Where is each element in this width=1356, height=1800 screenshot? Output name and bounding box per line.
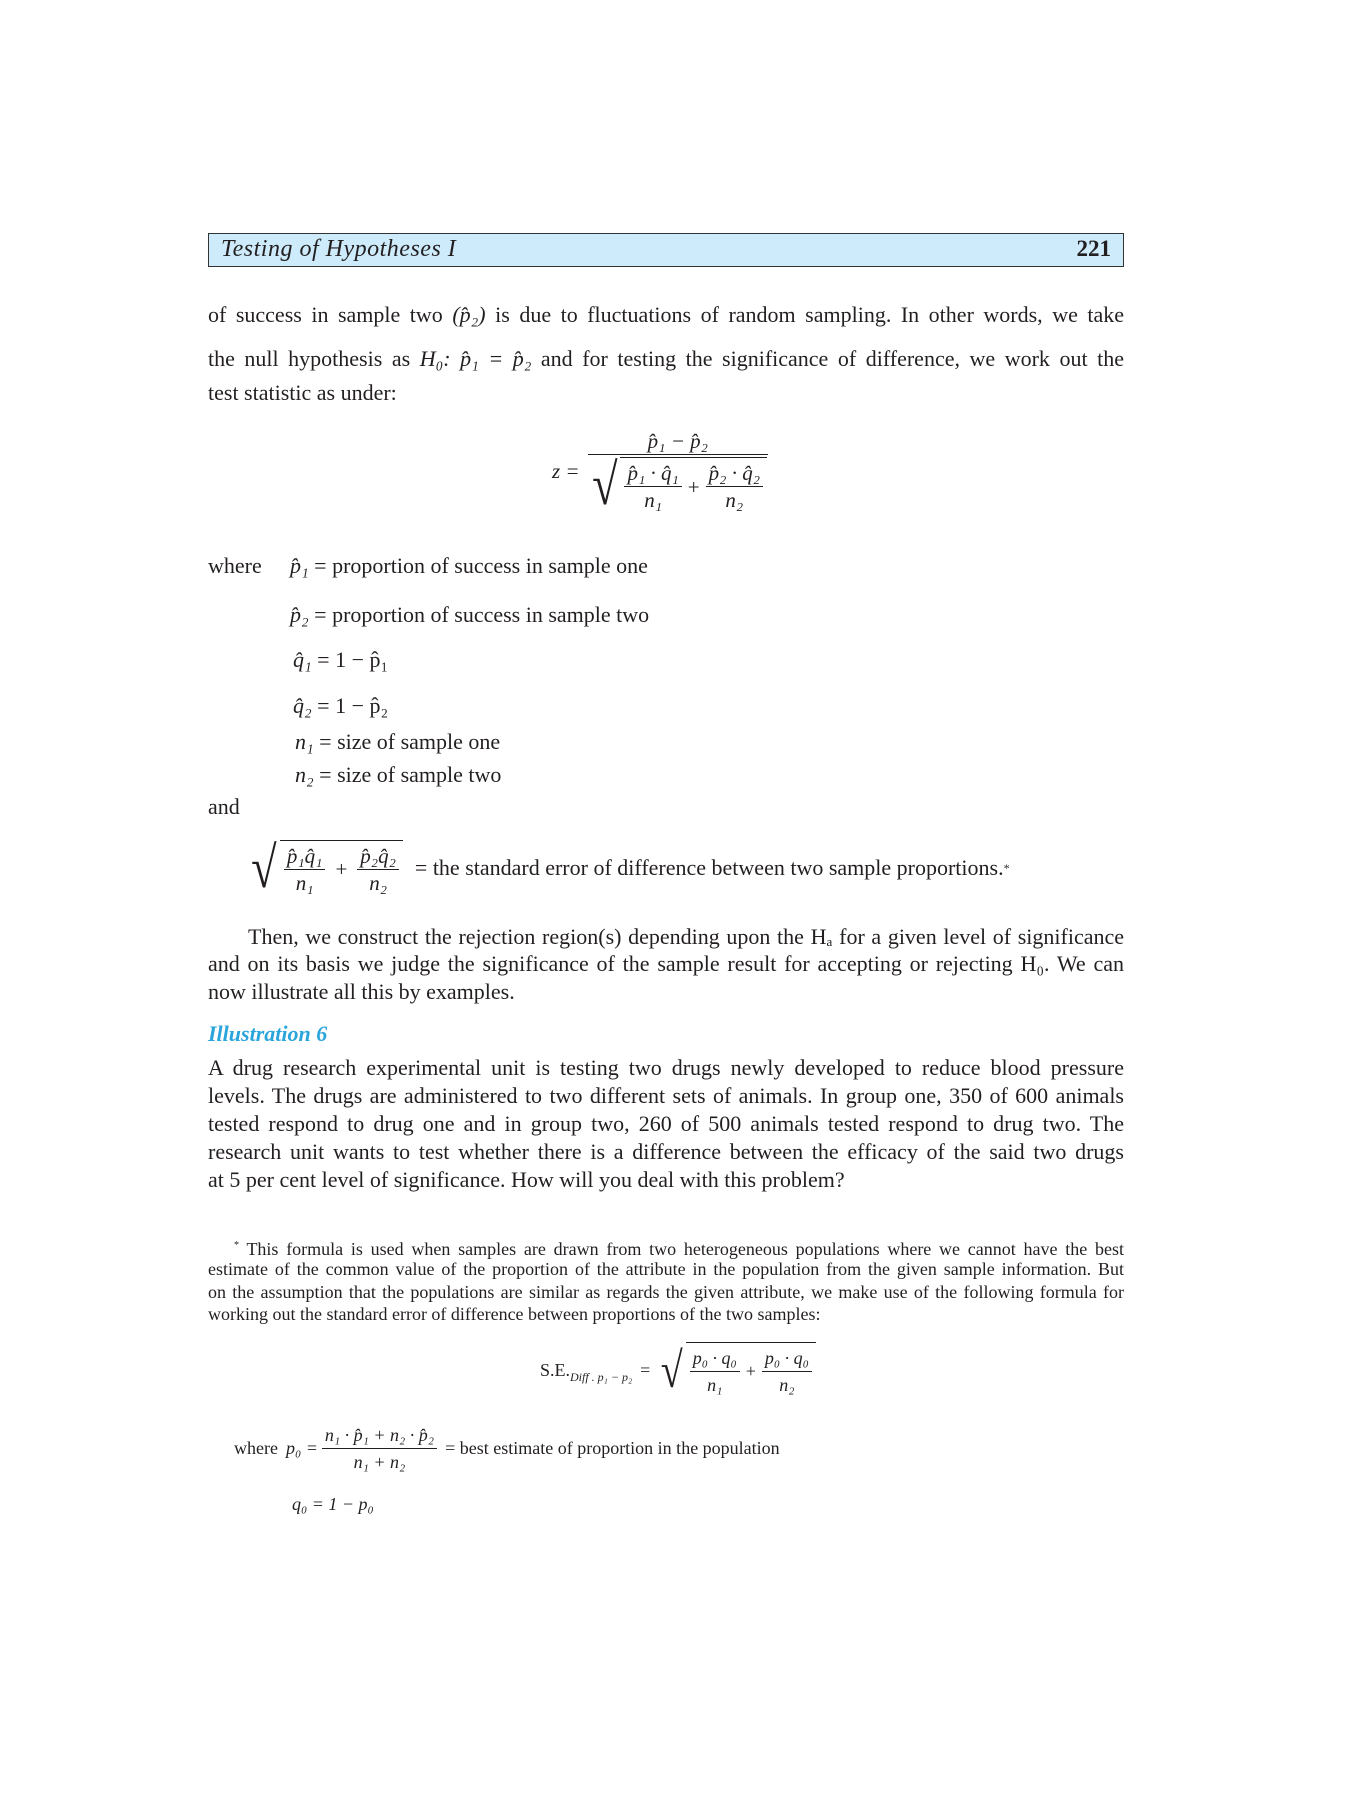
text: of success in sample two xyxy=(208,302,443,327)
chapter-title: Testing of Hypotheses I xyxy=(221,236,457,262)
intro-line-3: test statistic as under: xyxy=(208,380,397,405)
z-lhs: z = xyxy=(552,459,580,483)
t1-den: n₁ xyxy=(295,871,314,895)
z-denominator xyxy=(586,452,770,517)
def-text: = size of sample two xyxy=(319,762,502,787)
sym: q̂₂ xyxy=(293,693,312,718)
se-subscript: Diff . p₁ − p₂ xyxy=(570,1369,633,1384)
plus: + xyxy=(687,474,700,499)
sqrt xyxy=(589,452,767,517)
term1 xyxy=(624,460,681,513)
z-fraction xyxy=(586,428,770,515)
t2-den: n₂ xyxy=(369,871,387,895)
then-line-1: Then, we construct the rejection region(s) depending upon the Hₐ for a given level of significance xyxy=(248,924,1124,949)
footnote-marker: * xyxy=(234,1240,239,1251)
p0-formula xyxy=(234,1422,780,1475)
illustration-heading: Illustration 6 xyxy=(208,1021,328,1046)
p0-lhs: p₀ = xyxy=(285,1438,318,1458)
t2-num: p̂₂q̂₂ xyxy=(357,843,399,870)
equals: = xyxy=(640,1359,651,1380)
problem-line: at 5 per cent level of significance. How will you deal with this problem? xyxy=(208,1167,845,1192)
z-formula xyxy=(552,428,770,515)
term2 xyxy=(357,843,399,896)
se-description: = the standard error of difference between two sample proportions. xyxy=(414,855,1004,880)
t2-num: p̂₂ · q̂₂ xyxy=(706,460,763,487)
footnote-marker: * xyxy=(1003,860,1010,875)
sqrt xyxy=(248,835,403,900)
t1-num: p̂₁q̂₁ xyxy=(284,843,326,870)
def-p2 xyxy=(290,602,649,628)
radical-icon: √ xyxy=(661,1342,683,1398)
def-q2 xyxy=(293,693,388,719)
plus: + xyxy=(745,1361,756,1381)
z-numerator: p̂₁ − p̂₂ xyxy=(588,428,768,455)
def-text: = proportion of success in sample two xyxy=(314,602,650,627)
problem-line: A drug research experimental unit is testing two drugs newly developed to reduce blood pressure xyxy=(208,1055,1124,1080)
text: is due to fluctuations of random sampling. In other words, we take xyxy=(495,302,1125,327)
then-line-3: now illustrate all this by examples. xyxy=(208,979,515,1004)
where-label: where xyxy=(234,1438,278,1458)
footnote-line: on the assumption that the populations are similar as regards the given attribute, we make use of the following formula for xyxy=(208,1282,1124,1302)
footnote-line: working out the standard error of difference between proportions of the two samples: xyxy=(208,1304,821,1324)
se-formula xyxy=(248,835,1010,900)
q0-formula: q₀ = 1 − p₀ xyxy=(292,1494,374,1514)
page-number: 221 xyxy=(1076,236,1111,261)
running-header xyxy=(208,233,1124,267)
problem-line: tested respond to drug one and in group two, 260 of 500 animals tested respond to drug two. The xyxy=(208,1111,1124,1136)
def-text: = proportion of success in sample one xyxy=(314,553,648,578)
plus: + xyxy=(335,857,348,881)
se-diff-formula xyxy=(540,1340,816,1400)
problem-line: research unit wants to test whether there is a difference between the efficacy of the said two drugs xyxy=(208,1139,1124,1164)
and-label: and xyxy=(208,794,240,819)
problem-line: levels. The drugs are administered to two different sets of animals. In group one, 350 of 600 animals xyxy=(208,1083,1124,1108)
def-text: = size of sample one xyxy=(319,729,501,754)
def-n1 xyxy=(295,729,500,755)
p0-fraction xyxy=(322,1422,437,1475)
t1-num: p₀ · q₀ xyxy=(690,1345,740,1372)
sym: n₂ xyxy=(295,762,314,787)
where-label: where xyxy=(208,553,262,578)
intro-line-2 xyxy=(208,346,1124,372)
def-p1 xyxy=(290,553,648,579)
sym: p̂₁ xyxy=(290,553,309,578)
def-text: = 1 − p̂₂ xyxy=(317,693,389,718)
then-line-2: and on its basis we judge the significance of the sample result for accepting or rejecting H₀. We can xyxy=(208,951,1124,976)
se-lhs: S.E. xyxy=(540,1359,571,1380)
intro-line-1 xyxy=(208,302,1124,328)
footnote-line: estimate of the common value of the proportion of the attribute in the population from the given sample information. But xyxy=(208,1259,1124,1279)
p0-description: = best estimate of proportion in the population xyxy=(445,1438,780,1458)
def-text: = 1 − p̂₁ xyxy=(317,647,389,672)
term2 xyxy=(762,1345,812,1398)
sym: q̂₁ xyxy=(293,647,312,672)
text: and for testing the significance of difference, we work out the xyxy=(540,346,1124,371)
def-q1 xyxy=(293,647,388,673)
math-p2hat: (p̂₂) xyxy=(452,302,486,327)
t1-den: n₁ xyxy=(707,1375,723,1395)
term1 xyxy=(284,843,326,896)
t1-den: n₁ xyxy=(644,488,663,512)
p0-den: n₁ + n₂ xyxy=(353,1452,406,1472)
text: This formula is used when samples are drawn from two heterogeneous populations where we cannot have the best xyxy=(246,1239,1124,1259)
term2 xyxy=(706,460,763,513)
sym: p̂₂ xyxy=(290,602,309,627)
t2-den: n₂ xyxy=(779,1375,795,1395)
math-null-hypothesis: H₀: p̂₁ = p̂₂ xyxy=(419,346,532,371)
sqrt xyxy=(658,1340,816,1400)
t1-num: p̂₁ · q̂₁ xyxy=(624,460,681,487)
footnote-line-1 xyxy=(234,1235,1124,1261)
term1 xyxy=(690,1345,740,1398)
text: the null hypothesis as xyxy=(208,346,411,371)
p0-num: n₁ · p̂₁ + n₂ · p̂₂ xyxy=(322,1422,437,1449)
sym: n₁ xyxy=(295,729,314,754)
radical-icon: √ xyxy=(591,452,618,517)
t2-den: n₂ xyxy=(725,488,744,512)
def-n2 xyxy=(295,762,501,788)
t2-num: p₀ · q₀ xyxy=(762,1345,812,1372)
radical-icon: √ xyxy=(251,835,277,900)
